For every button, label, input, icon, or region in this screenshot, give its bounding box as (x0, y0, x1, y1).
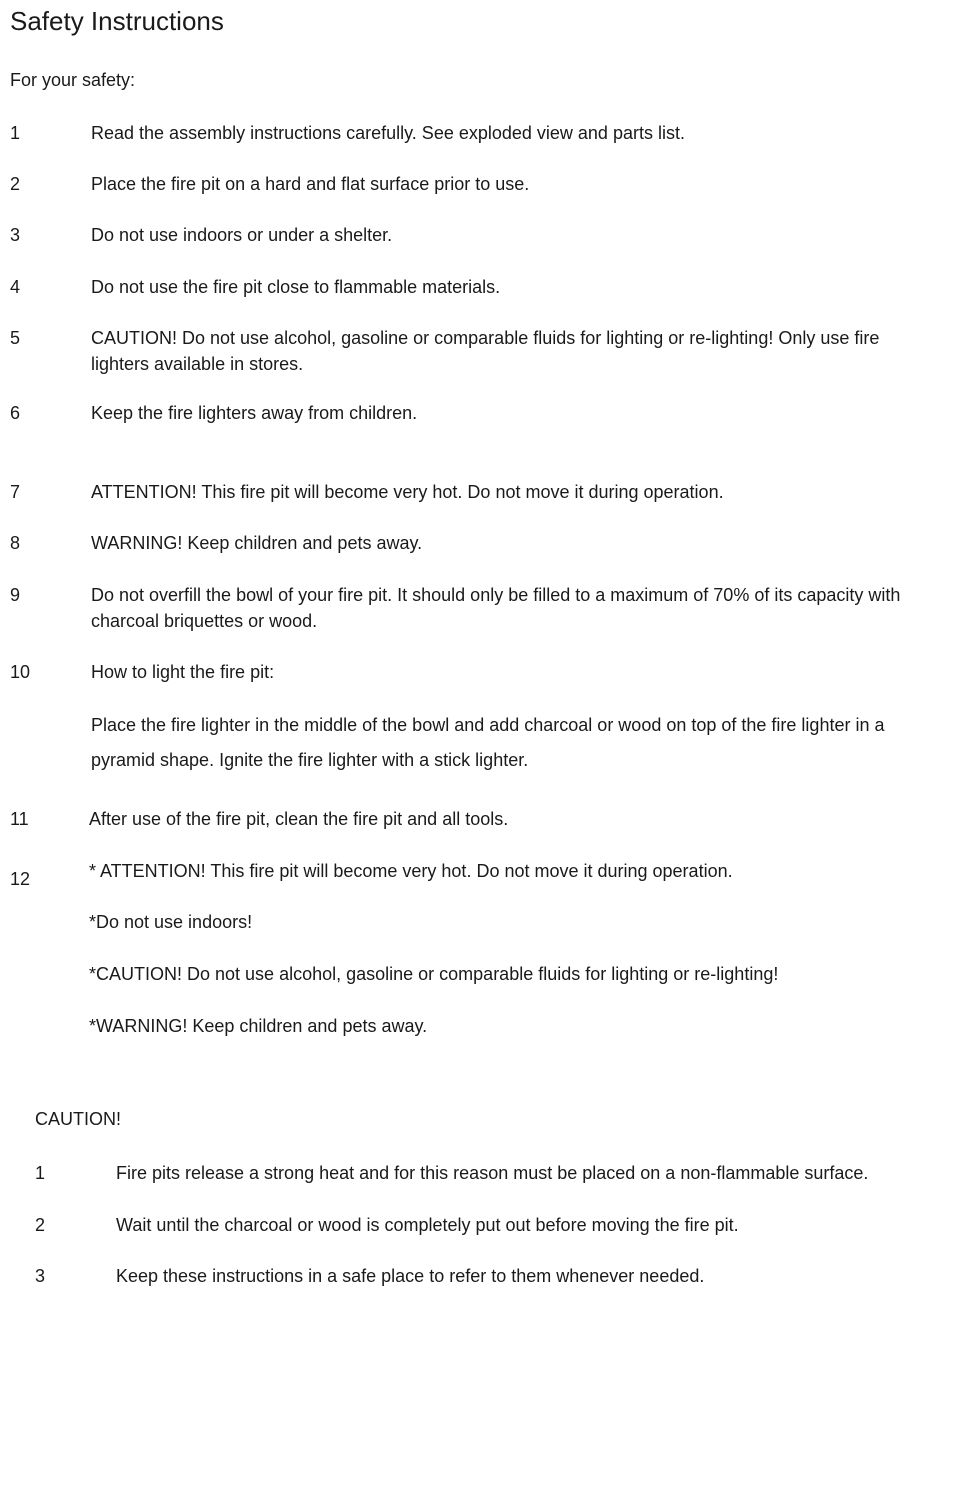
item-number: 1 (10, 123, 21, 143)
note-text: *WARNING! Keep children and pets away. (89, 1016, 428, 1036)
item-text: Wait until the charcoal or wood is completely put out before moving the fire pit. (116, 1215, 739, 1235)
note-text: *CAUTION! Do not use alcohol, gasoline or comparable fluids for lighting or re-lighting! (89, 964, 779, 984)
item-text: Do not use the fire pit close to flammable materials. (91, 277, 501, 297)
item-number: 11 (10, 809, 29, 829)
item-number: 1 (35, 1163, 46, 1183)
item-number: 10 (10, 662, 31, 682)
item-number: 3 (35, 1266, 46, 1286)
item-number: 8 (10, 533, 21, 553)
page-title: Safety Instructions (10, 6, 224, 36)
item-text: Do not overfill the bowl of your fire pit. It should only be filled to a maximum of 70% of its capacity with charcoal briquettes or wood. (91, 585, 901, 631)
item-text: Do not use indoors or under a shelter. (91, 225, 393, 245)
note-text: *Do not use indoors! (89, 912, 253, 932)
item-text: Read the assembly instructions carefully. See exploded view and parts list. (91, 123, 685, 143)
item-text: WARNING! Keep children and pets away. (91, 533, 423, 553)
item-number: 7 (10, 482, 21, 502)
item-number: 6 (10, 403, 21, 423)
item-number: 4 (10, 277, 21, 297)
item-text: CAUTION! Do not use alcohol, gasoline or comparable fluids for lighting or re-lighting! Only use fire lighters available in stores. (91, 328, 880, 374)
item-text: Keep these instructions in a safe place to refer to them whenever needed. (116, 1266, 705, 1286)
item-number: 2 (35, 1215, 46, 1235)
item-number: 9 (10, 585, 21, 605)
item-text: * ATTENTION! This fire pit will become very hot. Do not move it during operation. (89, 861, 733, 881)
item-text: Keep the fire lighters away from children. (91, 403, 418, 423)
lighting-instructions: Place the fire lighter in the middle of the bowl and add charcoal or wood on top of the fire lighter in a pyramid shape. Ignite the fire lighter with a stick lighter. (91, 715, 885, 770)
item-number: 5 (10, 328, 21, 348)
caution-heading: CAUTION! (35, 1109, 122, 1129)
item-number: 2 (10, 174, 21, 194)
item-number: 12 (10, 869, 31, 889)
item-text: How to light the fire pit: (91, 662, 275, 682)
item-text: ATTENTION! This fire pit will become very hot. Do not move it during operation. (91, 482, 724, 502)
item-text: After use of the fire pit, clean the fire pit and all tools. (89, 809, 509, 829)
intro-text: For your safety: (10, 70, 136, 90)
item-text: Place the fire pit on a hard and flat surface prior to use. (91, 174, 530, 194)
item-text: Fire pits release a strong heat and for this reason must be placed on a non-flammable surface. (116, 1163, 869, 1183)
item-number: 3 (10, 225, 21, 245)
